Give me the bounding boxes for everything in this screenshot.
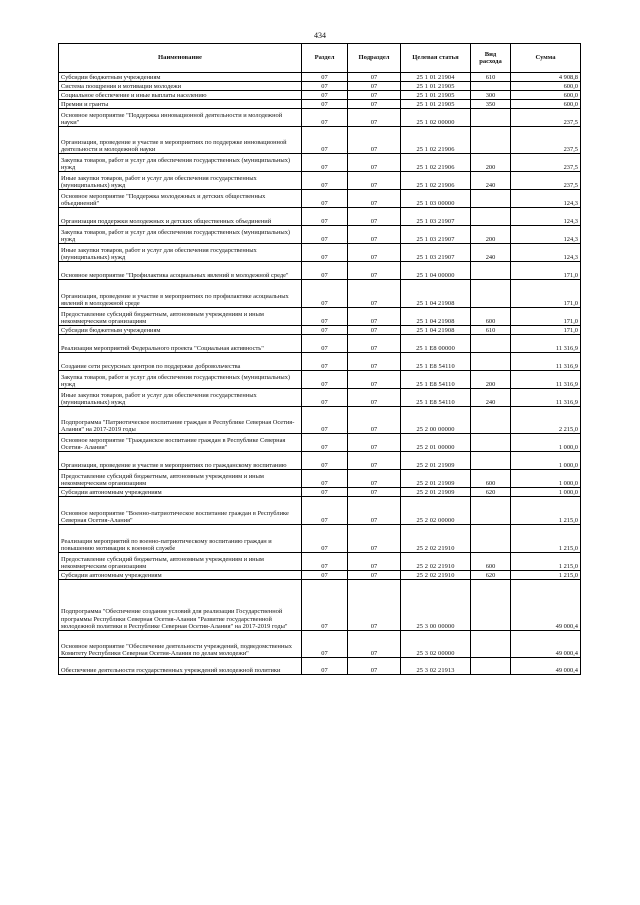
- row-name: Субсидии бюджетным учреждениям: [59, 73, 302, 82]
- row-sum: 171,0: [511, 326, 581, 335]
- row-name: Основное мероприятие "Военно-патриотическое воспитание граждан в Республике Северная Осетия-Алания": [59, 497, 302, 525]
- row-target: 25 1 04 21908: [401, 308, 471, 326]
- row-target: 25 1 02 21906: [401, 172, 471, 190]
- row-sum: 11 316,9: [511, 353, 581, 371]
- row-sum: 600,0: [511, 100, 581, 109]
- table-row: [59, 571, 581, 580]
- row-name: Основное мероприятие "Гражданское воспитание граждан в Республике Северная Осетия- Алания": [59, 434, 302, 452]
- row-sum: 11 316,9: [511, 335, 581, 353]
- row-kind: [471, 658, 511, 675]
- row-kind: 200: [471, 154, 511, 172]
- row-subsection: 07: [348, 262, 401, 280]
- row-name: Обеспечение деятельности государственных учреждений молодежной политики: [59, 658, 302, 675]
- row-kind: [471, 208, 511, 226]
- row-subsection: 07: [348, 190, 401, 208]
- table-row: [59, 208, 581, 226]
- table-row: [59, 91, 581, 100]
- row-subsection: 07: [348, 308, 401, 326]
- row-kind: [471, 190, 511, 208]
- row-target: 25 2 00 00000: [401, 407, 471, 434]
- row-target: 25 1 01 21905: [401, 82, 471, 91]
- row-target: 25 1 02 21906: [401, 127, 471, 154]
- row-target: 25 1 E8 54110: [401, 389, 471, 407]
- row-section: 07: [302, 91, 348, 100]
- row-sum: 11 316,9: [511, 371, 581, 389]
- row-target: 25 1 01 21905: [401, 100, 471, 109]
- table-row: [59, 353, 581, 371]
- row-kind: 200: [471, 226, 511, 244]
- row-kind: [471, 109, 511, 127]
- table-row: [59, 190, 581, 208]
- row-sum: 1 215,0: [511, 497, 581, 525]
- row-target: 25 2 01 21909: [401, 470, 471, 488]
- row-kind: [471, 497, 511, 525]
- table-row: [59, 109, 581, 127]
- table-row: [59, 308, 581, 326]
- row-kind: 600: [471, 553, 511, 571]
- row-name: Социальное обеспечение и иные выплаты населению: [59, 91, 302, 100]
- row-sum: 1 000,0: [511, 452, 581, 470]
- row-subsection: 07: [348, 389, 401, 407]
- row-name: Организация, проведение и участие в мероприятиях по профилактике асоциальных явлений в молодежной среде: [59, 280, 302, 308]
- row-target: 25 1 01 21904: [401, 73, 471, 82]
- table-row: [59, 73, 581, 82]
- table-row: [59, 100, 581, 109]
- row-kind: 350: [471, 100, 511, 109]
- row-section: 07: [302, 326, 348, 335]
- row-sum: 1 215,0: [511, 553, 581, 571]
- table-row: [59, 280, 581, 308]
- row-target: 25 1 02 21906: [401, 154, 471, 172]
- header-name: Наименование: [59, 44, 302, 73]
- row-subsection: 07: [348, 497, 401, 525]
- row-kind: 610: [471, 73, 511, 82]
- row-name: Основное мероприятие "Поддержка молодежных и детских общественных объединений": [59, 190, 302, 208]
- row-section: 07: [302, 154, 348, 172]
- row-subsection: 07: [348, 335, 401, 353]
- row-target: 25 2 01 00000: [401, 434, 471, 452]
- row-name: Реализация мероприятий Федерального проекта "Социальная активность": [59, 335, 302, 353]
- row-name: Премии и гранты: [59, 100, 302, 109]
- row-kind: [471, 127, 511, 154]
- row-sum: 49 000,4: [511, 658, 581, 675]
- row-target: 25 1 E8 54110: [401, 371, 471, 389]
- row-name: Система поощрения и мотивации молодежи: [59, 82, 302, 91]
- row-section: 07: [302, 226, 348, 244]
- row-name: Организация поддержки молодежных и детских общественных объединений: [59, 208, 302, 226]
- table-row: [59, 172, 581, 190]
- row-name: Организация, проведение и участие в мероприятиях по гражданскому воспитанию: [59, 452, 302, 470]
- table-row: [59, 553, 581, 571]
- row-section: 07: [302, 434, 348, 452]
- row-sum: 600,0: [511, 91, 581, 100]
- table-row: [59, 154, 581, 172]
- row-subsection: 07: [348, 631, 401, 658]
- row-name: Подпрограмма "Патриотическое воспитание граждан в Республике Северная Осетия- Алания" на 2017-2019 годы: [59, 407, 302, 434]
- row-target: 25 1 E8 00000: [401, 335, 471, 353]
- row-name: Реализация мероприятий по военно-патриотическому воспитанию граждан и повышению мотивации к военной службе: [59, 525, 302, 553]
- row-sum: 237,5: [511, 127, 581, 154]
- row-subsection: 07: [348, 434, 401, 452]
- row-subsection: 07: [348, 571, 401, 580]
- row-section: 07: [302, 580, 348, 631]
- table-row: [59, 389, 581, 407]
- row-sum: 237,5: [511, 154, 581, 172]
- row-kind: 200: [471, 371, 511, 389]
- row-section: 07: [302, 127, 348, 154]
- row-sum: 124,3: [511, 244, 581, 262]
- row-section: 07: [302, 190, 348, 208]
- row-section: 07: [302, 262, 348, 280]
- row-subsection: 07: [348, 172, 401, 190]
- row-subsection: 07: [348, 452, 401, 470]
- table-row: [59, 335, 581, 353]
- row-name: Организация, проведение и участие в мероприятиях по поддержке инновационной деятельности и молодежной науки: [59, 127, 302, 154]
- row-kind: 610: [471, 326, 511, 335]
- row-section: 07: [302, 371, 348, 389]
- row-name: Предоставление субсидий бюджетным, автономным учреждениям и иным некоммерческим организациям: [59, 308, 302, 326]
- row-kind: [471, 280, 511, 308]
- row-subsection: 07: [348, 658, 401, 675]
- table-row: [59, 658, 581, 675]
- row-subsection: 07: [348, 208, 401, 226]
- row-target: 25 2 02 00000: [401, 497, 471, 525]
- row-subsection: 07: [348, 154, 401, 172]
- row-kind: [471, 262, 511, 280]
- row-name: Субсидии автономным учреждениям: [59, 488, 302, 497]
- row-name: Закупка товаров, работ и услуг для обеспечения государственных (муниципальных) нужд: [59, 371, 302, 389]
- row-name: Субсидии бюджетным учреждениям: [59, 326, 302, 335]
- row-target: 25 2 02 21910: [401, 525, 471, 553]
- row-section: 07: [302, 308, 348, 326]
- row-sum: 2 215,0: [511, 407, 581, 434]
- row-subsection: 07: [348, 244, 401, 262]
- row-sum: 171,0: [511, 308, 581, 326]
- row-kind: [471, 631, 511, 658]
- row-name: Предоставление субсидий бюджетным, автономным учреждениям и иным некоммерческим организациям: [59, 553, 302, 571]
- row-section: 07: [302, 208, 348, 226]
- row-name: Создание сети ресурсных центров по поддержке добровольчества: [59, 353, 302, 371]
- row-subsection: 07: [348, 73, 401, 82]
- row-subsection: 07: [348, 127, 401, 154]
- header-section: Раздел: [302, 44, 348, 73]
- row-sum: 124,3: [511, 208, 581, 226]
- row-kind: [471, 452, 511, 470]
- row-kind: [471, 82, 511, 91]
- row-name: Основное мероприятие "Профилактика асоциальных явлений в молодежной среде": [59, 262, 302, 280]
- row-section: 07: [302, 631, 348, 658]
- row-kind: 600: [471, 470, 511, 488]
- row-section: 07: [302, 525, 348, 553]
- row-section: 07: [302, 73, 348, 82]
- row-target: 25 1 04 21908: [401, 326, 471, 335]
- page-number: 434: [314, 31, 326, 40]
- row-kind: 620: [471, 571, 511, 580]
- row-section: 07: [302, 109, 348, 127]
- row-name: Предоставление субсидий бюджетным, автономным учреждениям и иным некоммерческим организациям: [59, 470, 302, 488]
- row-target: 25 1 04 21908: [401, 280, 471, 308]
- row-name: Иные закупки товаров, работ и услуг для обеспечения государственных (муниципальных) нужд: [59, 172, 302, 190]
- row-section: 07: [302, 244, 348, 262]
- row-subsection: 07: [348, 91, 401, 100]
- table-row: [59, 244, 581, 262]
- row-sum: 124,3: [511, 226, 581, 244]
- row-name: Иные закупки товаров, работ и услуг для обеспечения государственных (муниципальных) нужд: [59, 389, 302, 407]
- table-row: [59, 525, 581, 553]
- table-row: [59, 434, 581, 452]
- row-target: 25 1 01 21905: [401, 91, 471, 100]
- row-sum: 124,3: [511, 190, 581, 208]
- table-row: [59, 82, 581, 91]
- row-name: Закупка товаров, работ и услуг для обеспечения государственных (муниципальных) нужд: [59, 226, 302, 244]
- row-name: Подпрограмма "Обеспечение создания условий для реализации Государственной программы Республики Северная Осетия-Алания "Развитие государственной молодежной политики в Республике Северная Осетия-Алания" на 2017-2019 годы": [59, 580, 302, 631]
- row-sum: 1 215,0: [511, 571, 581, 580]
- row-sum: 1 000,0: [511, 488, 581, 497]
- row-sum: 171,0: [511, 280, 581, 308]
- row-name: Иные закупки товаров, работ и услуг для обеспечения государственных (муниципальных) нужд: [59, 244, 302, 262]
- row-sum: 237,5: [511, 109, 581, 127]
- table-row: [59, 127, 581, 154]
- row-subsection: 07: [348, 553, 401, 571]
- row-kind: 620: [471, 488, 511, 497]
- row-sum: 600,0: [511, 82, 581, 91]
- row-sum: 1 000,0: [511, 434, 581, 452]
- table-row: [59, 580, 581, 631]
- row-sum: 4 908,8: [511, 73, 581, 82]
- row-subsection: 07: [348, 353, 401, 371]
- row-name: Закупка товаров, работ и услуг для обеспечения государственных (муниципальных) нужд: [59, 154, 302, 172]
- row-subsection: 07: [348, 100, 401, 109]
- row-section: 07: [302, 658, 348, 675]
- row-kind: [471, 580, 511, 631]
- row-section: 07: [302, 100, 348, 109]
- row-kind: 240: [471, 244, 511, 262]
- row-subsection: 07: [348, 82, 401, 91]
- header-subsection: Подраздел: [348, 44, 401, 73]
- row-section: 07: [302, 335, 348, 353]
- row-target: 25 1 03 00000: [401, 190, 471, 208]
- header-target: Целевая статья: [401, 44, 471, 73]
- row-target: 25 1 04 00000: [401, 262, 471, 280]
- table-row: [59, 631, 581, 658]
- row-subsection: 07: [348, 280, 401, 308]
- table-row: [59, 326, 581, 335]
- row-name: Субсидии автономным учреждениям: [59, 571, 302, 580]
- table-row: [59, 470, 581, 488]
- row-sum: 49 000,4: [511, 580, 581, 631]
- row-target: 25 2 01 21909: [401, 452, 471, 470]
- row-section: 07: [302, 571, 348, 580]
- row-subsection: 07: [348, 326, 401, 335]
- row-kind: [471, 353, 511, 371]
- header-kind: Вид расхода: [471, 44, 511, 73]
- header-sum: Сумма: [511, 44, 581, 73]
- row-target: 25 1 03 21907: [401, 208, 471, 226]
- row-target: 25 3 02 00000: [401, 631, 471, 658]
- row-subsection: 07: [348, 371, 401, 389]
- row-sum: 1 215,0: [511, 525, 581, 553]
- row-target: 25 2 01 21909: [401, 488, 471, 497]
- table-row: [59, 452, 581, 470]
- table-header-row: [59, 44, 581, 73]
- row-section: 07: [302, 82, 348, 91]
- table-row: [59, 488, 581, 497]
- row-subsection: 07: [348, 470, 401, 488]
- row-kind: 300: [471, 91, 511, 100]
- row-name: Основное мероприятие "Поддержка инновационной деятельности и молодежной науки": [59, 109, 302, 127]
- row-section: 07: [302, 470, 348, 488]
- row-section: 07: [302, 553, 348, 571]
- row-section: 07: [302, 407, 348, 434]
- table-row: [59, 262, 581, 280]
- row-kind: 240: [471, 172, 511, 190]
- row-kind: 240: [471, 389, 511, 407]
- row-subsection: 07: [348, 109, 401, 127]
- table-row: [59, 407, 581, 434]
- row-kind: [471, 335, 511, 353]
- budget-table: [58, 43, 581, 675]
- table-row: [59, 497, 581, 525]
- row-target: 25 1 E8 54110: [401, 353, 471, 371]
- row-kind: [471, 525, 511, 553]
- row-target: 25 2 02 21910: [401, 571, 471, 580]
- row-section: 07: [302, 280, 348, 308]
- row-subsection: 07: [348, 407, 401, 434]
- row-target: 25 3 02 21913: [401, 658, 471, 675]
- row-target: 25 1 03 21907: [401, 226, 471, 244]
- row-subsection: 07: [348, 226, 401, 244]
- table-row: [59, 226, 581, 244]
- row-kind: [471, 407, 511, 434]
- row-kind: [471, 434, 511, 452]
- row-subsection: 07: [348, 525, 401, 553]
- row-target: 25 1 02 00000: [401, 109, 471, 127]
- row-target: 25 2 02 21910: [401, 553, 471, 571]
- table-row: [59, 371, 581, 389]
- row-sum: 1 000,0: [511, 470, 581, 488]
- row-section: 07: [302, 353, 348, 371]
- row-sum: 171,0: [511, 262, 581, 280]
- row-section: 07: [302, 497, 348, 525]
- row-sum: 237,5: [511, 172, 581, 190]
- row-name: Основное мероприятие "Обеспечение деятельности учреждений, подведомственных Комитету Республики Северная Осетия-Алания по делам молодежи": [59, 631, 302, 658]
- row-subsection: 07: [348, 580, 401, 631]
- row-section: 07: [302, 172, 348, 190]
- row-sum: 49 000,4: [511, 631, 581, 658]
- row-sum: 11 316,9: [511, 389, 581, 407]
- row-subsection: 07: [348, 488, 401, 497]
- row-section: 07: [302, 389, 348, 407]
- row-kind: 600: [471, 308, 511, 326]
- row-section: 07: [302, 488, 348, 497]
- row-section: 07: [302, 452, 348, 470]
- row-target: 25 3 00 00000: [401, 580, 471, 631]
- row-target: 25 1 03 21907: [401, 244, 471, 262]
